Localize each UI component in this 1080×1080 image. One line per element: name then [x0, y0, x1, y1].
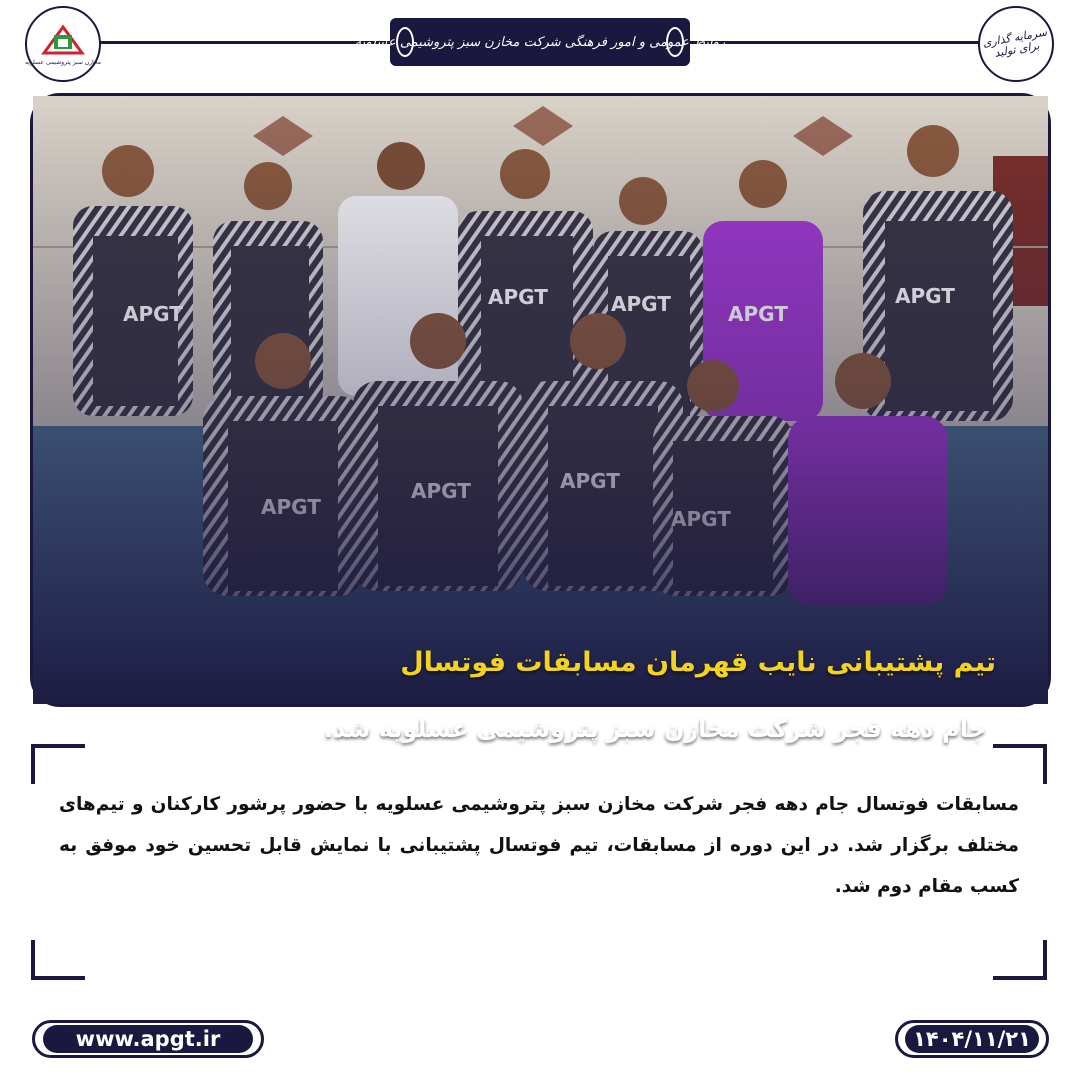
header-banner-text: روابط عمومی و امور فرهنگی شرکت مخازن سبز پتروشیمی عسلویه — [354, 34, 726, 50]
company-logo — [25, 6, 101, 82]
article-box — [31, 744, 1047, 980]
slogan-seal-text: سرمایه گذاری برای تولید — [981, 25, 1048, 60]
header-rule-left — [100, 41, 390, 44]
photo-headline: تیم پشتیبانی نایب قهرمان مسابقات فوتسال — [400, 647, 996, 678]
website-link-label: www.apgt.ir — [43, 1025, 253, 1053]
frame-corner — [993, 940, 1047, 980]
website-link[interactable] — [32, 1020, 264, 1058]
company-logo-caption: مخازن سبز پتروشیمی عسلویه — [25, 58, 101, 66]
publish-date — [895, 1020, 1049, 1058]
frame-corner — [31, 744, 85, 784]
slogan-seal — [978, 6, 1054, 82]
frame-corner — [993, 744, 1047, 784]
header-banner — [354, 18, 726, 66]
photo-subline: جام دهه فجر شرکت مخازن سبز پتروشیمی عسلویه شد. — [323, 715, 986, 743]
header-rule-right — [690, 41, 980, 44]
team-photo — [30, 93, 1051, 743]
publish-date-label: ۱۴۰۴/۱۱/۲۱ — [905, 1025, 1039, 1053]
team-photo-image — [33, 96, 1048, 704]
article-body: مسابقات فوتسال جام دهه فجر شرکت مخازن سبز پتروشیمی عسلویه با حضور پرشور کارکنان و تیم‌های مختلف برگزار شد. در این دوره از مسابقات، تیم فوتسال پشتیبانی با نمایش قابل تحسین خود موفق به کسب مقام دوم شد. — [59, 794, 1019, 897]
company-logo-icon — [40, 23, 86, 57]
frame-corner — [31, 940, 85, 980]
